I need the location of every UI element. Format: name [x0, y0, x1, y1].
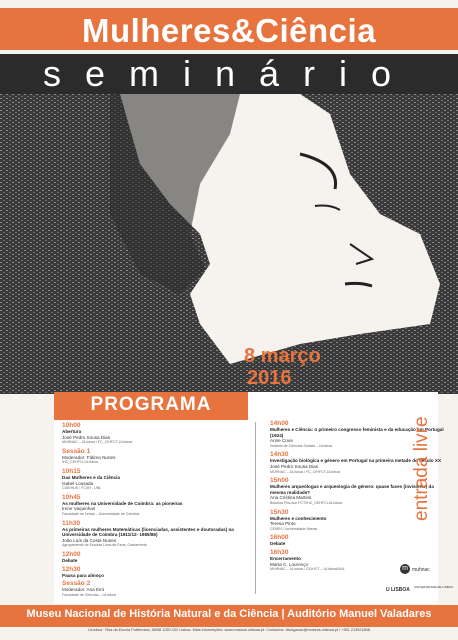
program-time: 12h00: [62, 550, 81, 558]
program-item-title: Investigação biológica e género em Portugal na primeira metade do século XX: [270, 458, 442, 464]
footer-contact: ULisboa · Rua da Escola Politécnica, 56/58 1250-102 Lisboa. Mais informações: www.museus.ulisboa.pt. Contactos: divulgacao@museus.ulisboa.pt / +351 213921808: [88, 628, 370, 632]
program-title: PROGRAMA: [90, 394, 212, 415]
program-item-title: Mulheres e conhecimento: [270, 515, 327, 521]
ulisboa-logo: U LISBOA: [386, 587, 410, 593]
program-time: 12h30: [62, 565, 81, 573]
program-item: [62, 580, 242, 598]
program-item: [62, 551, 242, 564]
free-entry-text: entrada livre: [411, 416, 432, 521]
muhnac-logo-text: muhnac: [412, 567, 430, 573]
poster-title: Mulheres&Ciência: [81, 12, 377, 49]
program-item: [62, 468, 242, 492]
program-item: [62, 494, 242, 518]
program-item-title: Das Mulheres e da Ciência: [62, 474, 120, 480]
column-divider: [255, 422, 256, 594]
speaker-name: Ana Cristina Martins: [270, 495, 312, 501]
program-item-title: Encerramento: [270, 555, 301, 561]
program-item: [62, 520, 242, 549]
speaker-affiliation: MUHNAC – ULisboa / FC_CIHFCT-ULisboa: [270, 469, 341, 474]
muhnac-logo: m: [400, 564, 410, 574]
program-item-title: Mulheres e Ciência: o primeiro congresso feminista e da educação em Portugal (1924): [270, 427, 444, 438]
program-item: [62, 448, 242, 466]
venue-text: Museu Nacional de História Natural e da Ciência | Auditório Manuel Valadares: [26, 608, 432, 620]
title-bar: [0, 8, 458, 50]
speaker-name: José Pedro Sousa Dias: [62, 434, 111, 440]
program-session: Sessão 1: [62, 447, 91, 455]
program-item-title: Debate: [270, 541, 286, 547]
program-item: [62, 422, 242, 446]
speaker-name: Marta C. Lourenço: [270, 561, 309, 567]
program-time: 15h00: [270, 477, 289, 485]
program-column-morning: [62, 422, 242, 600]
speaker-name: Irene Vaquinhas: [62, 506, 96, 512]
moderator-affiliation: Faculdade de Ciências – ULisboa: [62, 592, 116, 597]
program-time: 15h30: [270, 508, 289, 516]
speaker-affiliation: Instituto de Ciências Sociais – ULisboa: [270, 443, 333, 448]
moderator-affiliation: IHC_CEHFCi-ULisboa: [62, 460, 98, 465]
program-time: 10h00: [62, 422, 81, 429]
program-item-title: As primeiras mulheres Matemáticas (licenciadas, assistentes e doutoradas) na Universidade de Coimbra (1911/12- 1985/86): [62, 526, 234, 538]
program-session: Sessão 2: [62, 580, 91, 588]
speaker-name: Isabel Lousada: [62, 480, 94, 486]
program-item-title: Mulheres arqueólogas e arqueologia de género: quase faces (invisíveis) da mesma realidade?: [270, 484, 434, 495]
speaker-affiliation: MUHNAC – ULisboa / FC_CIHFCT-ULisboa: [62, 440, 133, 445]
program-time: 10h45: [62, 493, 81, 501]
free-entry-label: [402, 400, 442, 560]
program-item-title: Debate: [62, 557, 78, 563]
speaker-name: João Luís da Costa Nunes: [62, 537, 117, 543]
speaker-affiliation: Faculdade de Letras – Universidade de Coimbra: [62, 511, 140, 516]
program-time: 10h15: [62, 467, 81, 475]
ulisboa-logo-subtitle: UNIVERSIDADE DE LISBOA: [414, 585, 454, 589]
program-item-title: Abertura: [62, 429, 82, 434]
seminario-text: seminário: [42, 54, 416, 94]
program-time: 16h00: [270, 534, 289, 542]
speaker-name: Teresa Pinto: [270, 521, 296, 527]
speaker-affiliation: Bolseira Pós-doc FCT/IHC_CEHFCi-ULisboa: [270, 500, 342, 505]
program-time: 14h00: [270, 420, 289, 427]
event-year: 2016: [247, 367, 292, 389]
program-time: 16h30: [270, 548, 289, 556]
speaker-affiliation: CEMRI / Universidade Aberta: [270, 526, 317, 531]
speaker-affiliation: CIDEHUS / FCSH - UNL: [62, 486, 102, 491]
portrait-illustration: [0, 94, 458, 394]
program-item: [62, 566, 242, 579]
program-time: 11h30: [62, 519, 81, 527]
moderator-name: Moderador: Fátima Nunes: [62, 454, 116, 460]
seminario-bar: [0, 54, 458, 94]
speaker-name: José Pedro Sousa Dias: [270, 463, 319, 469]
program-time: 14h30: [270, 451, 289, 459]
speaker-name: Anne Cova: [270, 438, 293, 444]
moderator-name: Moderador: Ana Eiró: [62, 587, 105, 593]
portrait-svg: [0, 94, 458, 394]
program-item-title: As mulheres na Universidade de Coimbra: as pioneiras: [62, 500, 183, 506]
event-date: 8 março: [244, 345, 321, 367]
speaker-affiliation: MUHNAC – ULisboa / CIUHCT – ULisboa/UNL: [270, 567, 345, 572]
program-item-title: Pausa para almoço: [62, 572, 104, 578]
speaker-affiliation: Agrupamento de Escolas Lima-de-Faria, Cantanhede: [62, 543, 148, 548]
